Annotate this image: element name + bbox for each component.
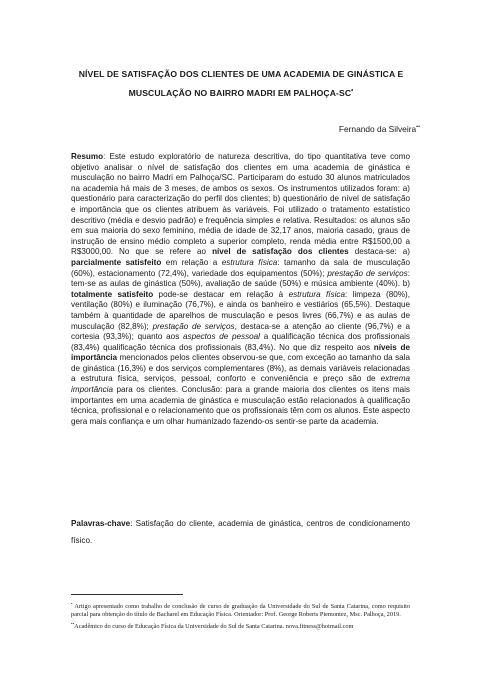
abstract-text-2: destaca-se: a) bbox=[348, 247, 410, 257]
abstract-text-9: a qualificação técnica dos profissionais (83,4%) qualificação técnica dos profissionais (83,4%). No que diz respeito aos bbox=[71, 332, 410, 352]
abstract-bold-4: níveis de importância bbox=[71, 342, 410, 363]
abstract-paragraph bbox=[71, 152, 410, 427]
footnote-2 bbox=[71, 620, 410, 631]
abstract-text-1: : Este estudo exploratório de natureza descritiva, do tipo quantitativa teve como objetivo analisar o nível de satisfação dos clientes em uma academia de ginástica e musculação no bairro Madri em Palhoça/SC. Participaram do estudo 30 alunos matriculados na academia há mais de 3 meses, de ambos os sexos. Os instrumentos utilizados foram: a) questionário para caracterização do perfil dos clientes; b) questionário de nível de satisfação e importância que os clientes atribuem às variáveis. Foi utilizado o tratamento estatístico descritivo (média e desvio padrão) e frequência simples e relativa. Resultados: os alunos são em sua maioria do sexo feminino, média de idade de 32,17 anos, maioria casado, graus de instrução de ensino médio completo a superior completo, renda média entre R$1500,00 a R$3000,00. No que se refere ao bbox=[71, 152, 410, 257]
footnote-1-mark: • bbox=[71, 601, 73, 606]
abstract-text-10: mencionados pelos clientes observou-se que, com exceção ao tamanho da sala de ginástica (16,3%) e dos serviços complementares (8%), as demais variáveis relacionadas a estrutura física, serviços, pessoal, conforto e conveniência e preço são de bbox=[71, 353, 410, 384]
author-line bbox=[339, 124, 420, 134]
abstract-italic-1: estrutura física bbox=[221, 257, 278, 267]
footnote-2-text: Acadêmico do curso de Educação Física da Universidade do Sul de Santa Catarina. nova.fitness@hotmail.com bbox=[74, 622, 354, 630]
abstract-bold-2: parcialmente satisfeito bbox=[71, 257, 162, 267]
abstract-text-11: para os clientes. Conclusão: para a grande maioria dos clientes os itens mais importantes em uma academia de ginástica e musculação estão relacionados à qualificação técnica, profissional e o relacionamento que os profissionais têm com os alunos. Este aspecto gera mais confiança e um olhar humanizado fazendo-os sentir-se parte da academia. bbox=[71, 385, 410, 426]
abstract-italic-6: extrema importância bbox=[71, 374, 410, 395]
abstract-text-4: : tamanho da sala de musculação (60%), estacionamento (72,4%), variedade dos equipamentos (50%); bbox=[71, 257, 410, 278]
abstract-bold-1: nível de satisfação dos clientes bbox=[212, 247, 349, 257]
abstract-italic-3: estrutura física bbox=[288, 289, 345, 299]
footnote-2-mark: •• bbox=[71, 620, 75, 626]
author-footnote-mark: •• bbox=[416, 124, 420, 131]
abstract-label: Resumo bbox=[71, 152, 104, 161]
abstract-text-7: : limpeza (80%), ventilação (80%) e iluminação (76,7%), e ainda os banheiro e vestiários (65,5%). Destaque também à quantidade de aparelhos de musculação e pesos livres (66,7%) e as aulas de musculação (82,8%); bbox=[71, 289, 410, 331]
abstract-text-6: pode-se destacar em relação à bbox=[153, 289, 289, 299]
footnotes bbox=[71, 600, 410, 631]
keywords-label: Palavras-chave bbox=[71, 519, 131, 528]
author-name: Fernando da Silveira bbox=[338, 124, 417, 134]
abstract-text-3: em relação a bbox=[161, 257, 222, 267]
footnote-1 bbox=[71, 600, 410, 620]
paper-title bbox=[66, 66, 416, 102]
footnote-divider bbox=[71, 594, 183, 595]
abstract-italic-4: prestação de serviços bbox=[152, 321, 235, 331]
title-footnote-mark: • bbox=[351, 88, 354, 94]
abstract-text-8: , destaca-se a atenção ao cliente (96,7%) e a cortesia (93,3%); quanto aos bbox=[71, 321, 410, 342]
abstract-italic-2: prestação de serviços bbox=[327, 268, 408, 278]
footnote-1-text: Artigo apresentado como trabalho de conclusão de curso de graduação da Universidade do Sul de Santa Catarina, como requisito parcial para obtenção do título de Bacharel em Educação Física. Orientador: Prof. George Roberts Piemontez, Msc. Palhoça, 2019. bbox=[71, 603, 410, 619]
title-line-1: NÍVEL DE SATISFAÇÃO DOS CLIENTES DE UMA ACADEMIA DE GINÁSTICA E bbox=[78, 69, 404, 79]
abstract-text-5: : tem-se as aulas de ginástica (50%), avaliação de saúde (50%) e música ambiente (40%). b) bbox=[71, 268, 410, 289]
abstract-italic-5: aspectos de pessoal bbox=[182, 332, 260, 342]
keywords-text: : Satisfação do cliente, academia de ginástica, centros de condicionamento físico. bbox=[71, 519, 410, 545]
abstract-bold-3: totalmente satisfeito bbox=[71, 289, 154, 299]
title-line-2: MUSCULAÇÃO NO BAIRRO MADRI EM PALHOÇA-SC bbox=[128, 87, 352, 98]
keywords-paragraph bbox=[71, 515, 410, 549]
